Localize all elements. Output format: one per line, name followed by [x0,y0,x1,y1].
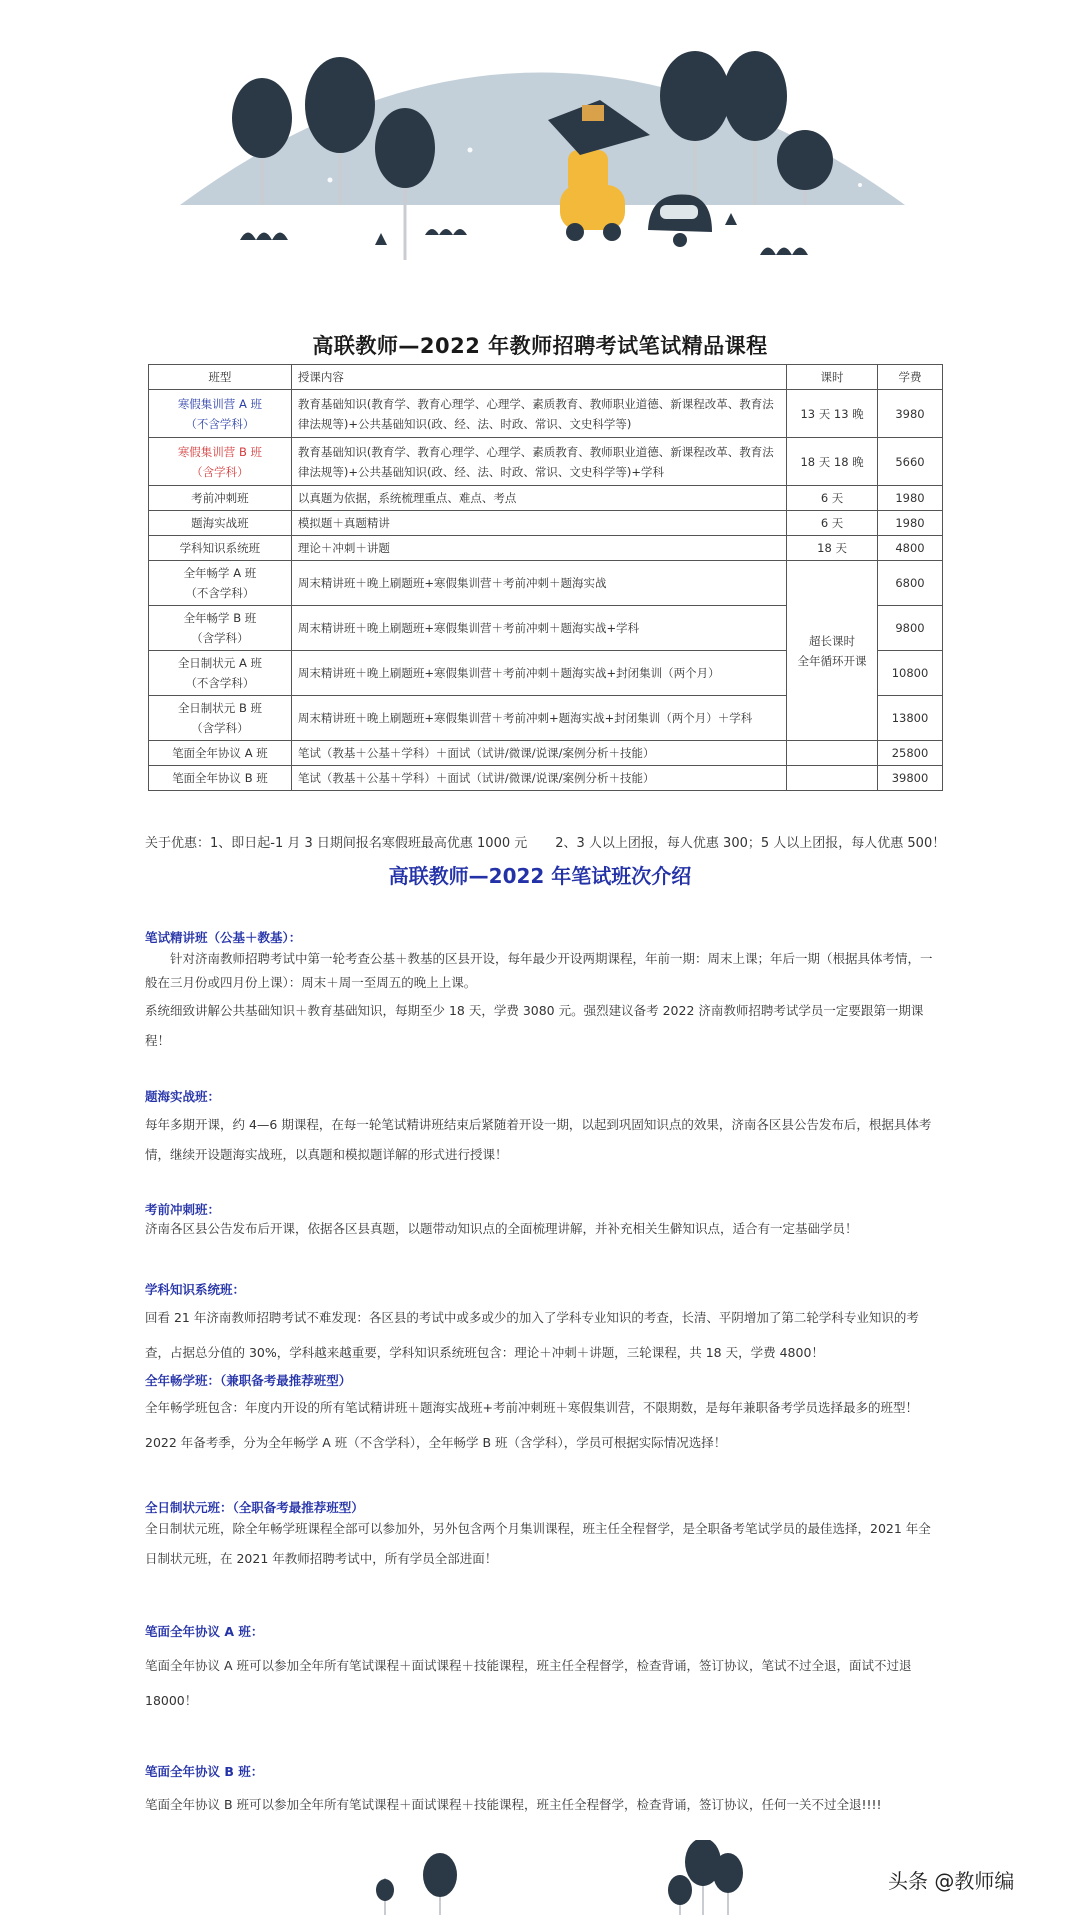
hours-cell: 6 天 [787,511,878,536]
header-content: 授课内容 [291,365,786,390]
class-name: 全日制状元 B 班 [177,701,263,715]
section-title: 笔面全年协议 A 班： [145,1624,264,1639]
section-paragraph: 系统细致讲解公共基础知识＋教育基础知识，每期至少 18 天，学费 3080 元。强烈建议备考 2022 济南教师招聘考试学员一定要跟第一期课程！ [145,1003,924,1048]
class-name: 全年畅学 B 班 [183,611,257,625]
hours-cell [787,741,878,766]
section-paragraph: 笔面全年协议 A 班可以参加全年所有笔试课程＋面试课程＋技能课程，班主任全程督学，检查背诵，签订协议，笔试不过全退，面试不过退 18000！ [145,1658,912,1708]
section-paragraph: 回看 21 年济南教师招聘考试不难发现：各区县的考试中或多或少的加入了学科专业知识的考查，长清、平阴增加了第二轮学科专业知识的考查，占据总分值的 30%，学科越来越重要，学科知识系统班包含：理论＋冲刺＋讲题，三轮课程，共 18 天，学费 4800！ [145,1310,919,1360]
fee-cell: 10800 [878,651,943,696]
footer-tree-5 [713,1853,743,1915]
class-name: 笔面全年协议 A 班 [149,741,292,766]
content-cell: 以真题为依据，系统梳理重点、难点、考点 [291,486,786,511]
section-paragraph: 针对济南教师招聘考试中第一轮考查公基＋教基的区县开设，每年最少开设两期课程，年前一期：周末上课；年后一期（根据具体考情，一般在三月份或四月份上课）：周末＋周一至周五的晚上上课。 [145,951,933,990]
discount-note [145,832,945,851]
header-hours: 课时 [787,365,878,390]
class-note: （不含学科） [185,676,255,690]
class-name: 题海实战班 [149,511,292,536]
section-title: 题海实战班： [145,1089,221,1104]
class-name-cell [149,606,292,651]
main-title: 高联教师—2022 年教师招聘考试笔试精品课程 [312,334,768,358]
class-name: 全日制状元 A 班 [177,656,262,670]
hours-cell: 13 天 13 晚 [787,390,878,438]
merged-hours-line1: 超长课时 [809,633,856,648]
fee-cell: 13800 [878,696,943,741]
class-name: 笔面全年协议 B 班 [149,766,292,791]
fee-cell: 9800 [878,606,943,651]
footer-tree-1 [376,1878,394,1915]
content-cell: 理论＋冲刺＋讲题 [291,536,786,561]
section-title: 考前冲刺班： [145,1202,221,1217]
merged-hours-line2: 全年循环开课 [797,653,867,668]
content-cell: 周末精讲班＋晚上刷题班+寒假集训营＋考前冲刺＋题海实战+学科 [291,606,786,651]
fee-cell: 1980 [878,511,943,536]
fee-cell: 1980 [878,486,943,511]
section-paragraph: 笔面全年协议 B 班可以参加全年所有笔试课程＋面试课程＋技能课程，班主任全程督学，检查背诵，签订协议，任何一关不过全退!!!! [145,1797,882,1812]
class-name: 寒假集训营 B 班 [177,444,263,459]
hours-cell: 18 天 [787,536,878,561]
header-class-type: 班型 [149,365,292,390]
course-table [148,364,943,791]
fee-cell: 39800 [878,766,943,791]
section-paragraph: 每年多期开课，约 4—6 期课程，在每一轮笔试精讲班结束后紧随着开设一期，以起到巩固知识点的效果，济南各区县公告发布后，根据具体考情，继续开设题海实战班，以真题和模拟题详解的形式进行授课！ [145,1117,932,1162]
table-row [149,766,943,791]
class-name-cell [149,696,292,741]
discount-part1: 关于优惠：1、即日起-1 月 3 日期间报名寒假班最高优惠 1000 元 [145,836,528,851]
table-row [149,390,943,438]
class-note: （不含学科） [185,586,255,600]
fee-cell: 5660 [878,438,943,486]
footer-tree-3 [668,1875,692,1915]
content-cell: 模拟题＋真题精讲 [291,511,786,536]
class-name: 寒假集训营 A 班 [177,396,262,411]
content-cell: 教育基础知识(教育学、教育心理学、心理学、素质教育、教师职业道德、新课程改革、教育法律法规等)+公共基础知识(政、经、法、时政、常识、文史科学等)+学科 [291,438,786,486]
intro-title: 高联教师—2022 年笔试班次介绍 [388,864,692,888]
section-title: 全日制状元班：（全职备考最推荐班型） [145,1500,364,1515]
content-cell: 笔试（教基＋公基＋学科）＋面试（试讲/微课/说课/案例分析＋技能） [291,766,786,791]
table-row [149,741,943,766]
class-note: （含学科） [191,631,249,645]
fee-cell: 3980 [878,390,943,438]
header-winter-illustration [0,0,1080,300]
hours-cell: 18 天 18 晚 [787,438,878,486]
fee-cell: 4800 [878,536,943,561]
class-name-cell [149,561,292,606]
content-cell: 周末精讲班＋晚上刷题班+寒假集训营＋考前冲刺＋题海实战+封闭集训（两个月） [291,651,786,696]
ground-bushes [240,213,808,255]
class-note: （含学科） [191,721,249,735]
section-title: 笔试精讲班（公基＋教基）： [145,930,302,945]
watermark: 头条 @教师编 [888,1869,1015,1893]
header-fee: 学费 [878,365,943,390]
footer-tree-2 [423,1853,457,1915]
fee-cell: 6800 [878,561,943,606]
content-cell: 笔试（教基＋公基＋学科）＋面试（试讲/微课/说课/案例分析＋技能） [291,741,786,766]
content-cell: 周末精讲班＋晚上刷题班+寒假集训营＋考前冲刺+题海实战+封闭集训（两个月）＋学科 [291,696,786,741]
class-name-cell [149,651,292,696]
fee-cell: 25800 [878,741,943,766]
table-row [149,438,943,486]
class-note: （含学科） [191,464,249,479]
table-header-row [149,365,943,390]
discount-part2: 2、3 人以上团报，每人优惠 300；5 人以上团报，每人优惠 500！ [555,836,946,851]
section-paragraph: 济南各区县公告发布后开课，依据各区县真题，以题带动知识点的全面梳理讲解，并补充相关生僻知识点，适合有一定基础学员！ [145,1221,858,1236]
section-paragraph: 全日制状元班，除全年畅学班课程全部可以参加外，另外包含两个月集训课程，班主任全程督学，是全职备考笔试学员的最佳选择，2021 年全日制状元班，在 2021 年教师招聘考试中，所有学员全部进面！ [145,1521,931,1566]
class-name: 全年畅学 A 班 [183,566,257,580]
class-name: 学科知识系统班 [149,536,292,561]
class-name-cell [149,390,292,438]
table-row [149,511,943,536]
content-cell: 教育基础知识(教育学、教育心理学、心理学、素质教育、教师职业道德、新课程改革、教育法律法规等)+公共基础知识(政、经、法、时政、常识、文史科学等) [291,390,786,438]
content-cell: 周末精讲班＋晚上刷题班+寒假集训营＋考前冲刺＋题海实战 [291,561,786,606]
class-note: （不含学科） [185,416,255,431]
section-title: 学科知识系统班： [145,1282,246,1297]
table-row [149,486,943,511]
table-row [149,536,943,561]
merged-hours-cell [787,561,878,741]
section-title: 全年畅学班：（兼职备考最推荐班型） [145,1373,352,1388]
section-paragraph: 全年畅学班包含：年度内开设的所有笔试精讲班＋题海实战班+考前冲刺班＋寒假集训营，不限期数，是每年兼职备考学员选择最多的班型！2022 年备考季，分为全年畅学 A 班（不含学科），全年畅学 B 班（含学科），学员可根据实际情况选择！ [145,1400,918,1450]
hours-cell [787,766,878,791]
section-title: 笔面全年协议 B 班： [145,1764,264,1779]
table-row [149,561,943,606]
class-name: 考前冲刺班 [149,486,292,511]
class-name-cell [149,438,292,486]
hours-cell: 6 天 [787,486,878,511]
